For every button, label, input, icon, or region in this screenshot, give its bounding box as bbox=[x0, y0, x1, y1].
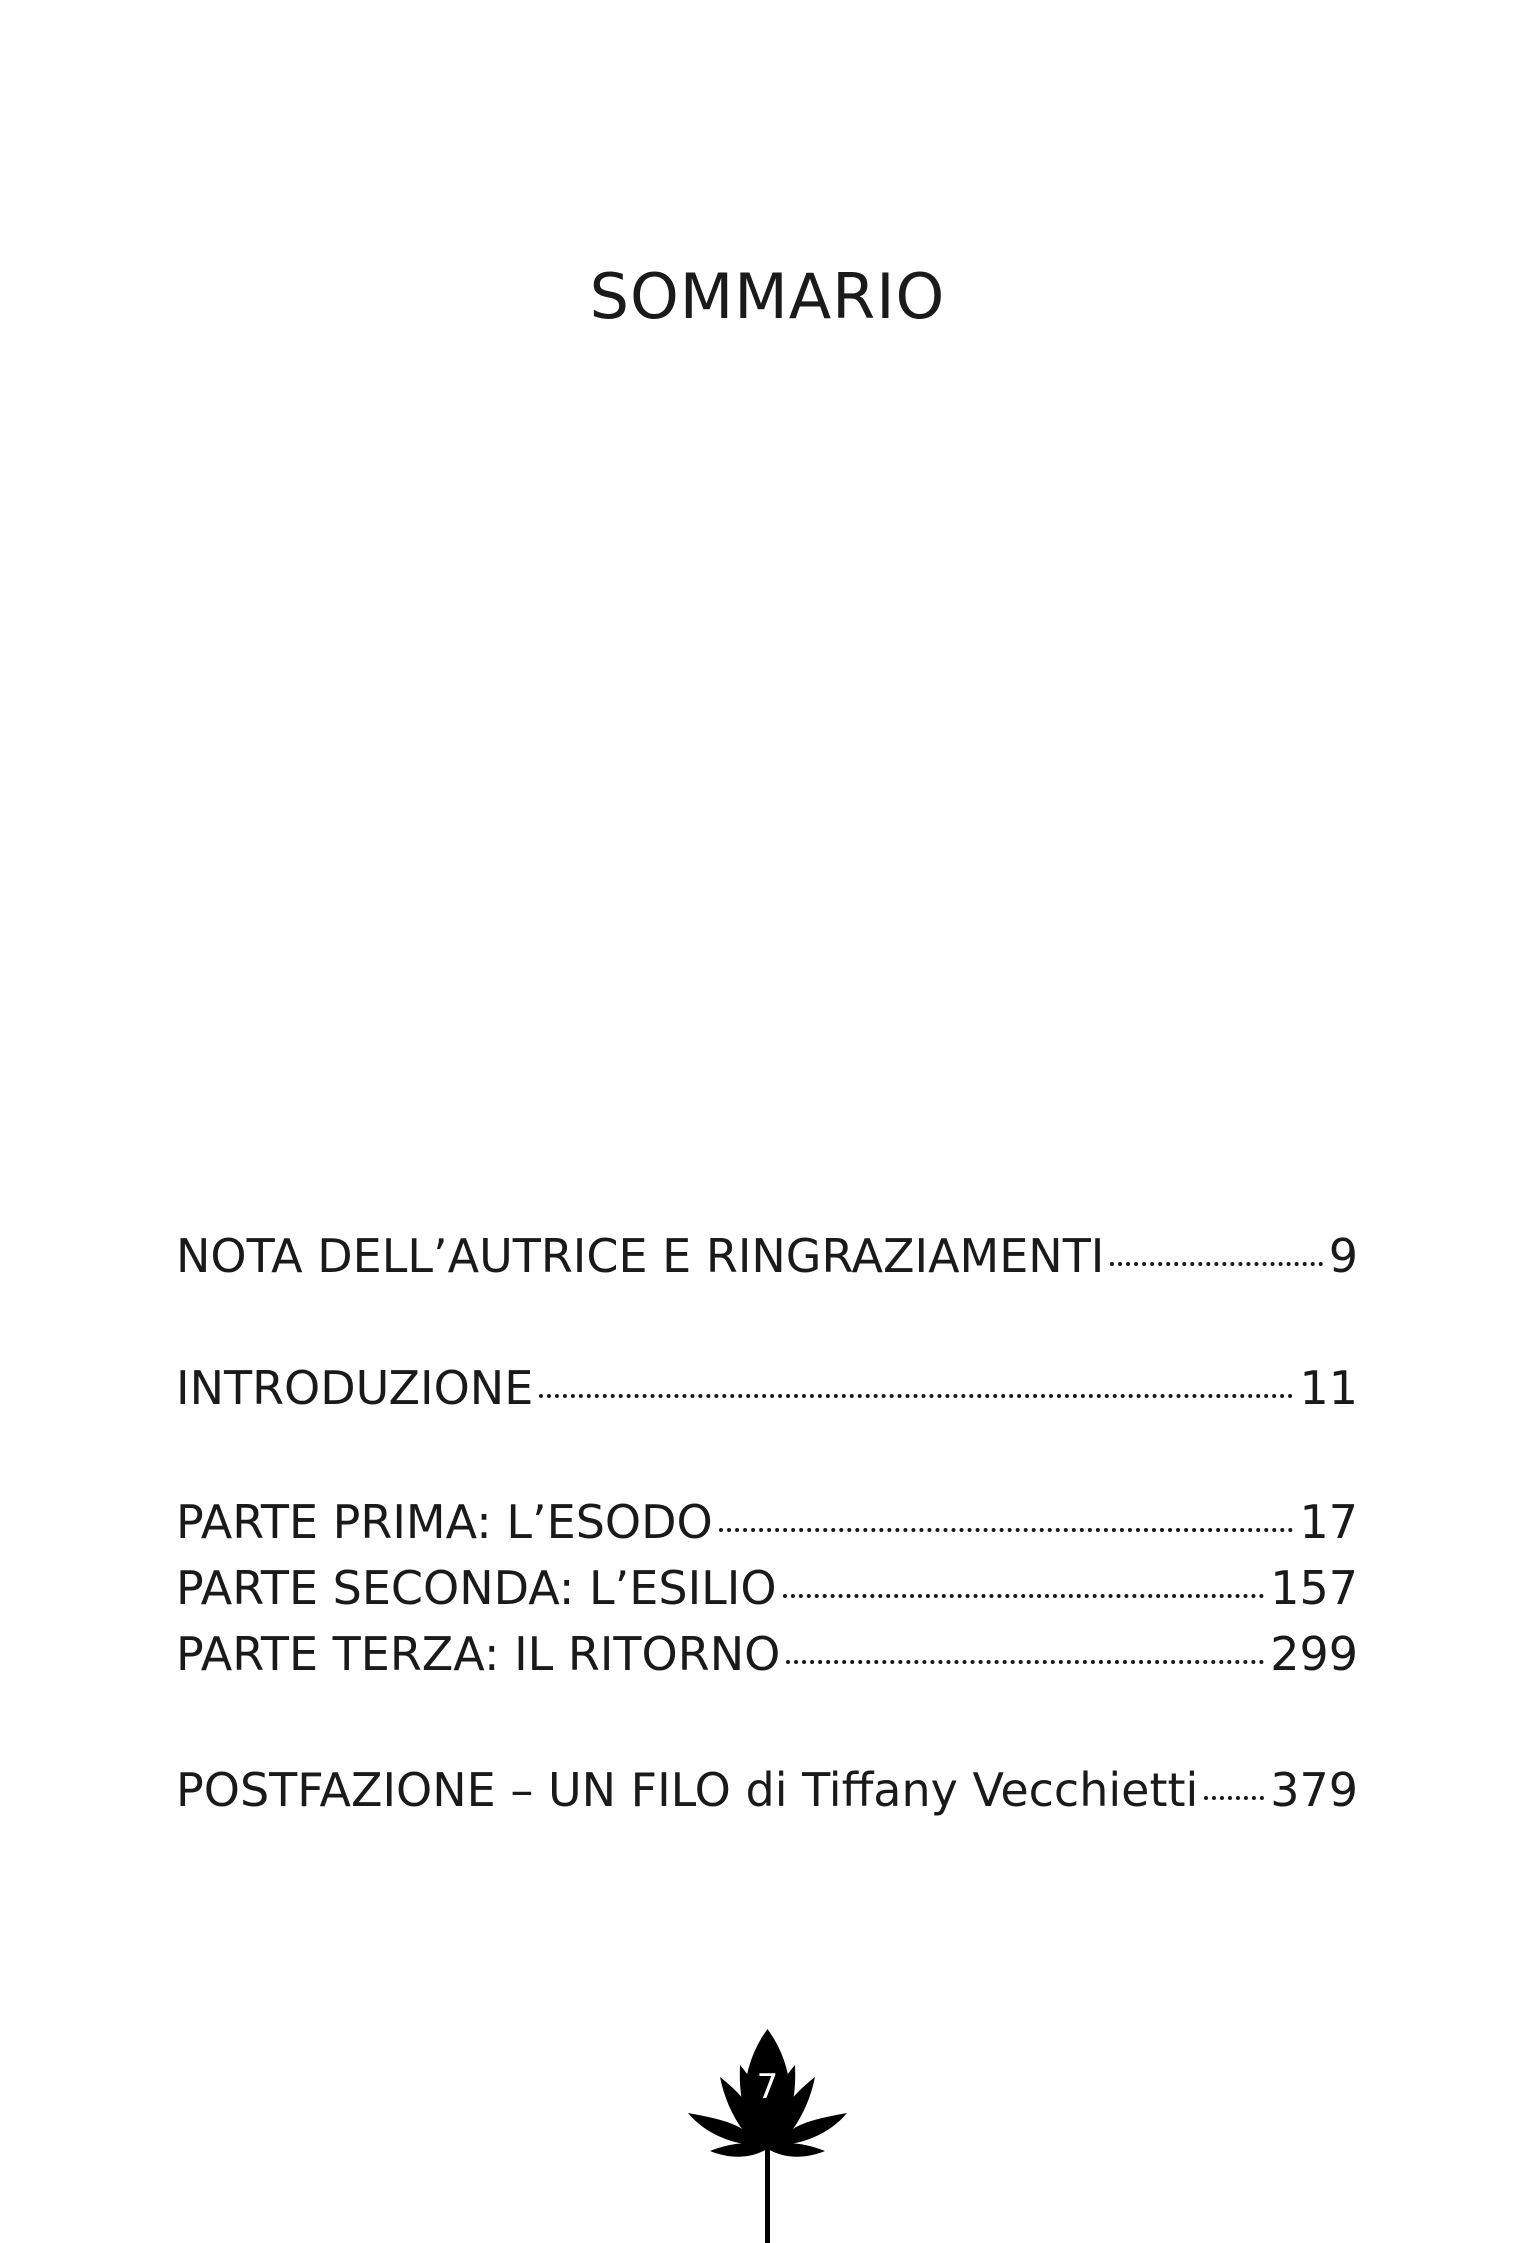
toc-entry-parte-terza[interactable] bbox=[176, 1626, 1358, 1682]
toc-entry-label: PARTE TERZA: IL RITORNO bbox=[176, 1627, 781, 1681]
page-title: SOMMARIO bbox=[589, 260, 946, 333]
toc-entry-label: PARTE PRIMA: L’ESODO bbox=[176, 1495, 713, 1549]
toc-entry-label: POSTFAZIONE – UN FILO di Tiffany Vecchietti bbox=[176, 1763, 1199, 1817]
toc-entry-page: 157 bbox=[1270, 1561, 1358, 1615]
dot-leader bbox=[719, 1528, 1294, 1532]
toc-entry-page: 11 bbox=[1299, 1361, 1358, 1415]
page-number: 7 bbox=[756, 2067, 779, 2107]
dot-leader bbox=[1110, 1262, 1322, 1266]
dot-leader bbox=[783, 1594, 1265, 1598]
toc-entry-page: 17 bbox=[1299, 1495, 1358, 1549]
toc-entry-label: INTRODUZIONE bbox=[176, 1361, 534, 1415]
toc-entry-label: PARTE SECONDA: L’ESILIO bbox=[176, 1561, 777, 1615]
toc-entry-page: 299 bbox=[1270, 1627, 1358, 1681]
toc-entry-parte-prima[interactable] bbox=[176, 1494, 1358, 1550]
lotus-flower-icon bbox=[0, 2025, 1535, 2243]
dot-leader bbox=[539, 1394, 1293, 1398]
toc-entry-label: NOTA DELL’AUTRICE E RINGRAZIAMENTI bbox=[176, 1229, 1105, 1283]
toc-entry-page: 379 bbox=[1270, 1763, 1358, 1817]
toc-entry-nota[interactable] bbox=[176, 1228, 1358, 1284]
dot-leader bbox=[1204, 1796, 1264, 1800]
toc-entry-parte-seconda[interactable] bbox=[176, 1560, 1358, 1616]
toc-entry-postfazione[interactable] bbox=[176, 1762, 1358, 1818]
toc-entry-introduzione[interactable] bbox=[176, 1360, 1358, 1416]
dot-leader bbox=[786, 1660, 1264, 1664]
toc-entry-page: 9 bbox=[1328, 1229, 1358, 1283]
